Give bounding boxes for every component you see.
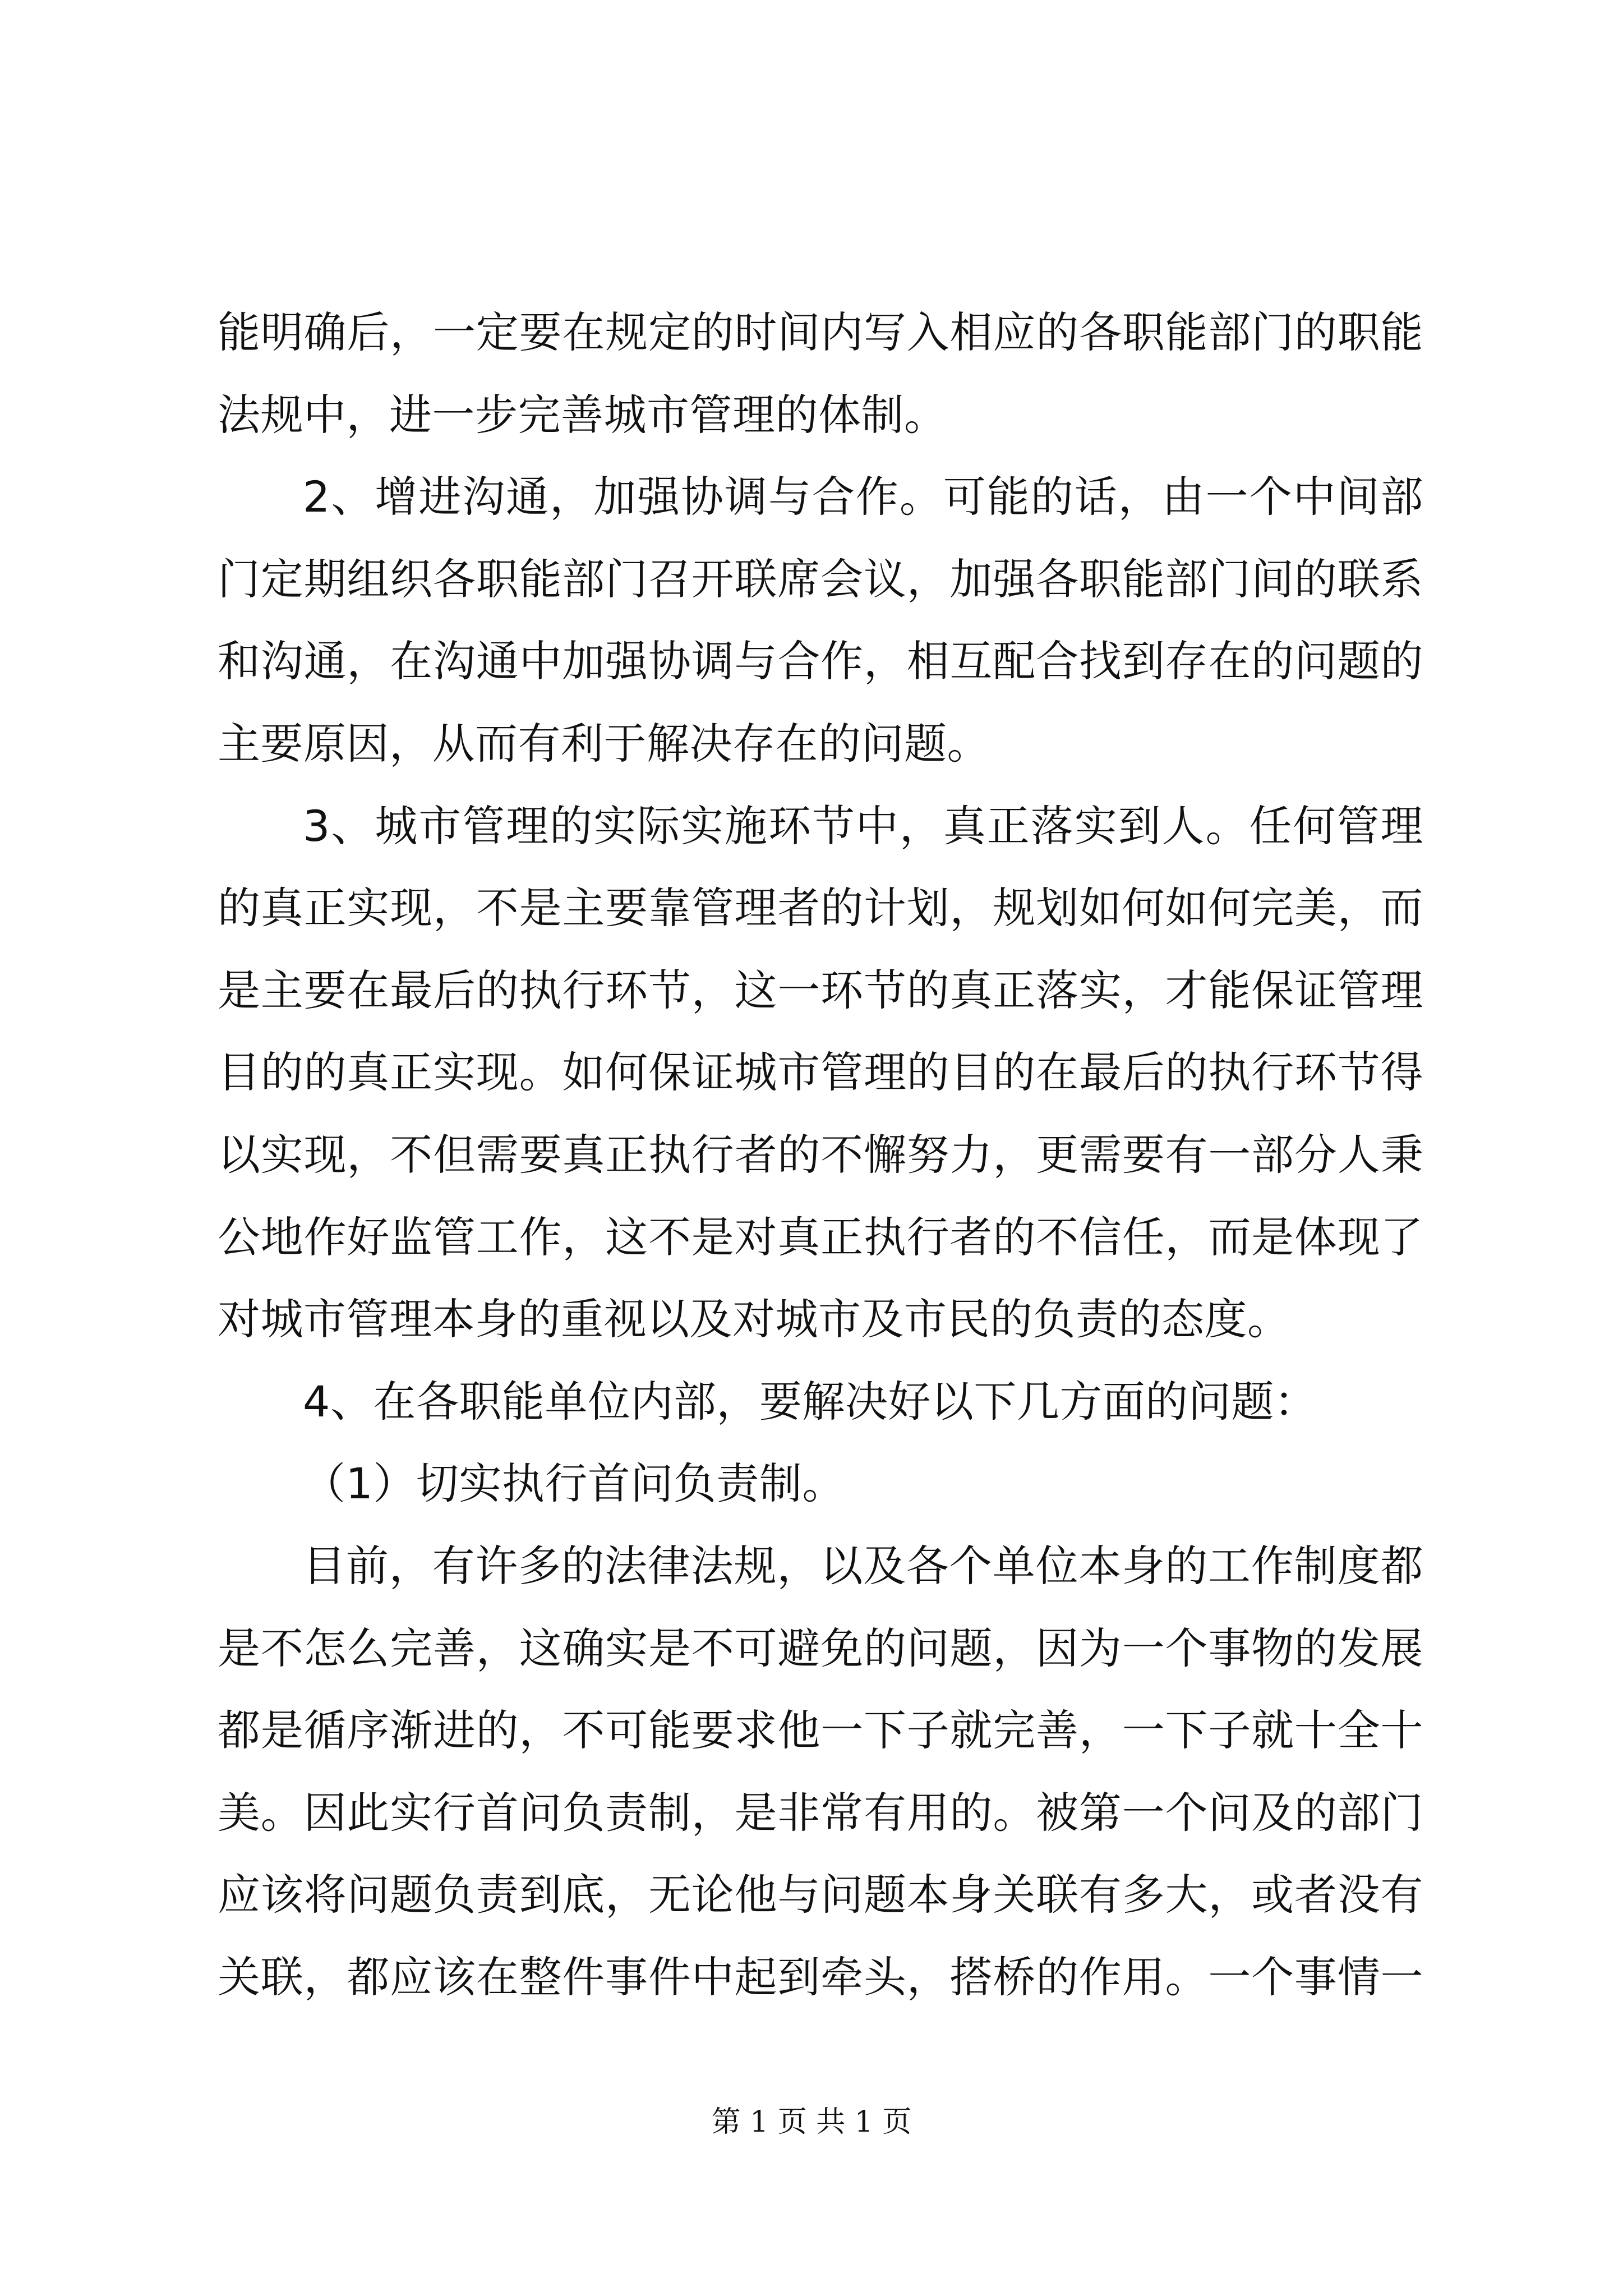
text-line: 4、在各职能单位内部，要解决好以下几方面的问题： (303, 1376, 1317, 1427)
text-line: 门定期组织各职能部门召开联席会议，加强各职能部门间的联系 (218, 554, 1423, 604)
text-line: 目前，有许多的法律法规，以及各个单位本身的工作制度都 (303, 1540, 1423, 1591)
text-line: 公地作好监管工作，这不是对真正执行者的不信任，而是体现了 (218, 1212, 1423, 1262)
text-line: 美。因此实行首问负责制，是非常有用的。被第一个问及的部门 (218, 1787, 1423, 1838)
text-line: 法规中，进一步完善城市管理的体制。 (218, 389, 947, 440)
text-line: 3、城市管理的实际实施环节中，真正落实到人。任何管理 (303, 800, 1423, 851)
text-line: 是主要在最后的执行环节，这一环节的真正落实，才能保证管理 (218, 965, 1423, 1015)
text-line: 2、增进沟通，加强协调与合作。可能的话，由一个中间部 (303, 472, 1423, 522)
text-line: 以实现，不但需要真正执行者的不懈努力，更需要有一部分人秉 (218, 1129, 1423, 1180)
text-line: 的真正实现，不是主要靠管理者的计划，规划如何如何完美，而 (218, 883, 1423, 933)
page-footer: 第 1 页 共 1 页 (711, 2105, 912, 2139)
text-line: 能明确后，一定要在规定的时间内写入相应的各职能部门的职能 (218, 307, 1423, 357)
text-line: 都是循序渐进的，不可能要求他一下子就完善，一下子就十全十 (218, 1705, 1423, 1756)
text-line: 应该将问题负责到底，无论他与问题本身关联有多大，或者没有 (218, 1870, 1423, 1920)
document-body (218, 292, 1423, 2018)
text-line: 对城市管理本身的重视以及对城市及市民的负责的态度。 (218, 1294, 1290, 1345)
text-line: 主要原因，从而有利于解决存在的问题。 (218, 718, 990, 769)
text-line: 和沟通，在沟通中加强协调与合作，相互配合找到存在的问题的 (218, 636, 1423, 687)
text-line: 关联，都应该在整件事件中起到牵头，搭桥的作用。一个事情一 (218, 1952, 1423, 2002)
text-line: 是不怎么完善，这确实是不可避免的问题，因为一个事物的发展 (218, 1623, 1423, 1673)
text-line: 目的的真正实现。如何保证城市管理的目的在最后的执行环节得 (218, 1047, 1423, 1098)
text-line: （1）切实执行首问负责制。 (303, 1458, 845, 1509)
